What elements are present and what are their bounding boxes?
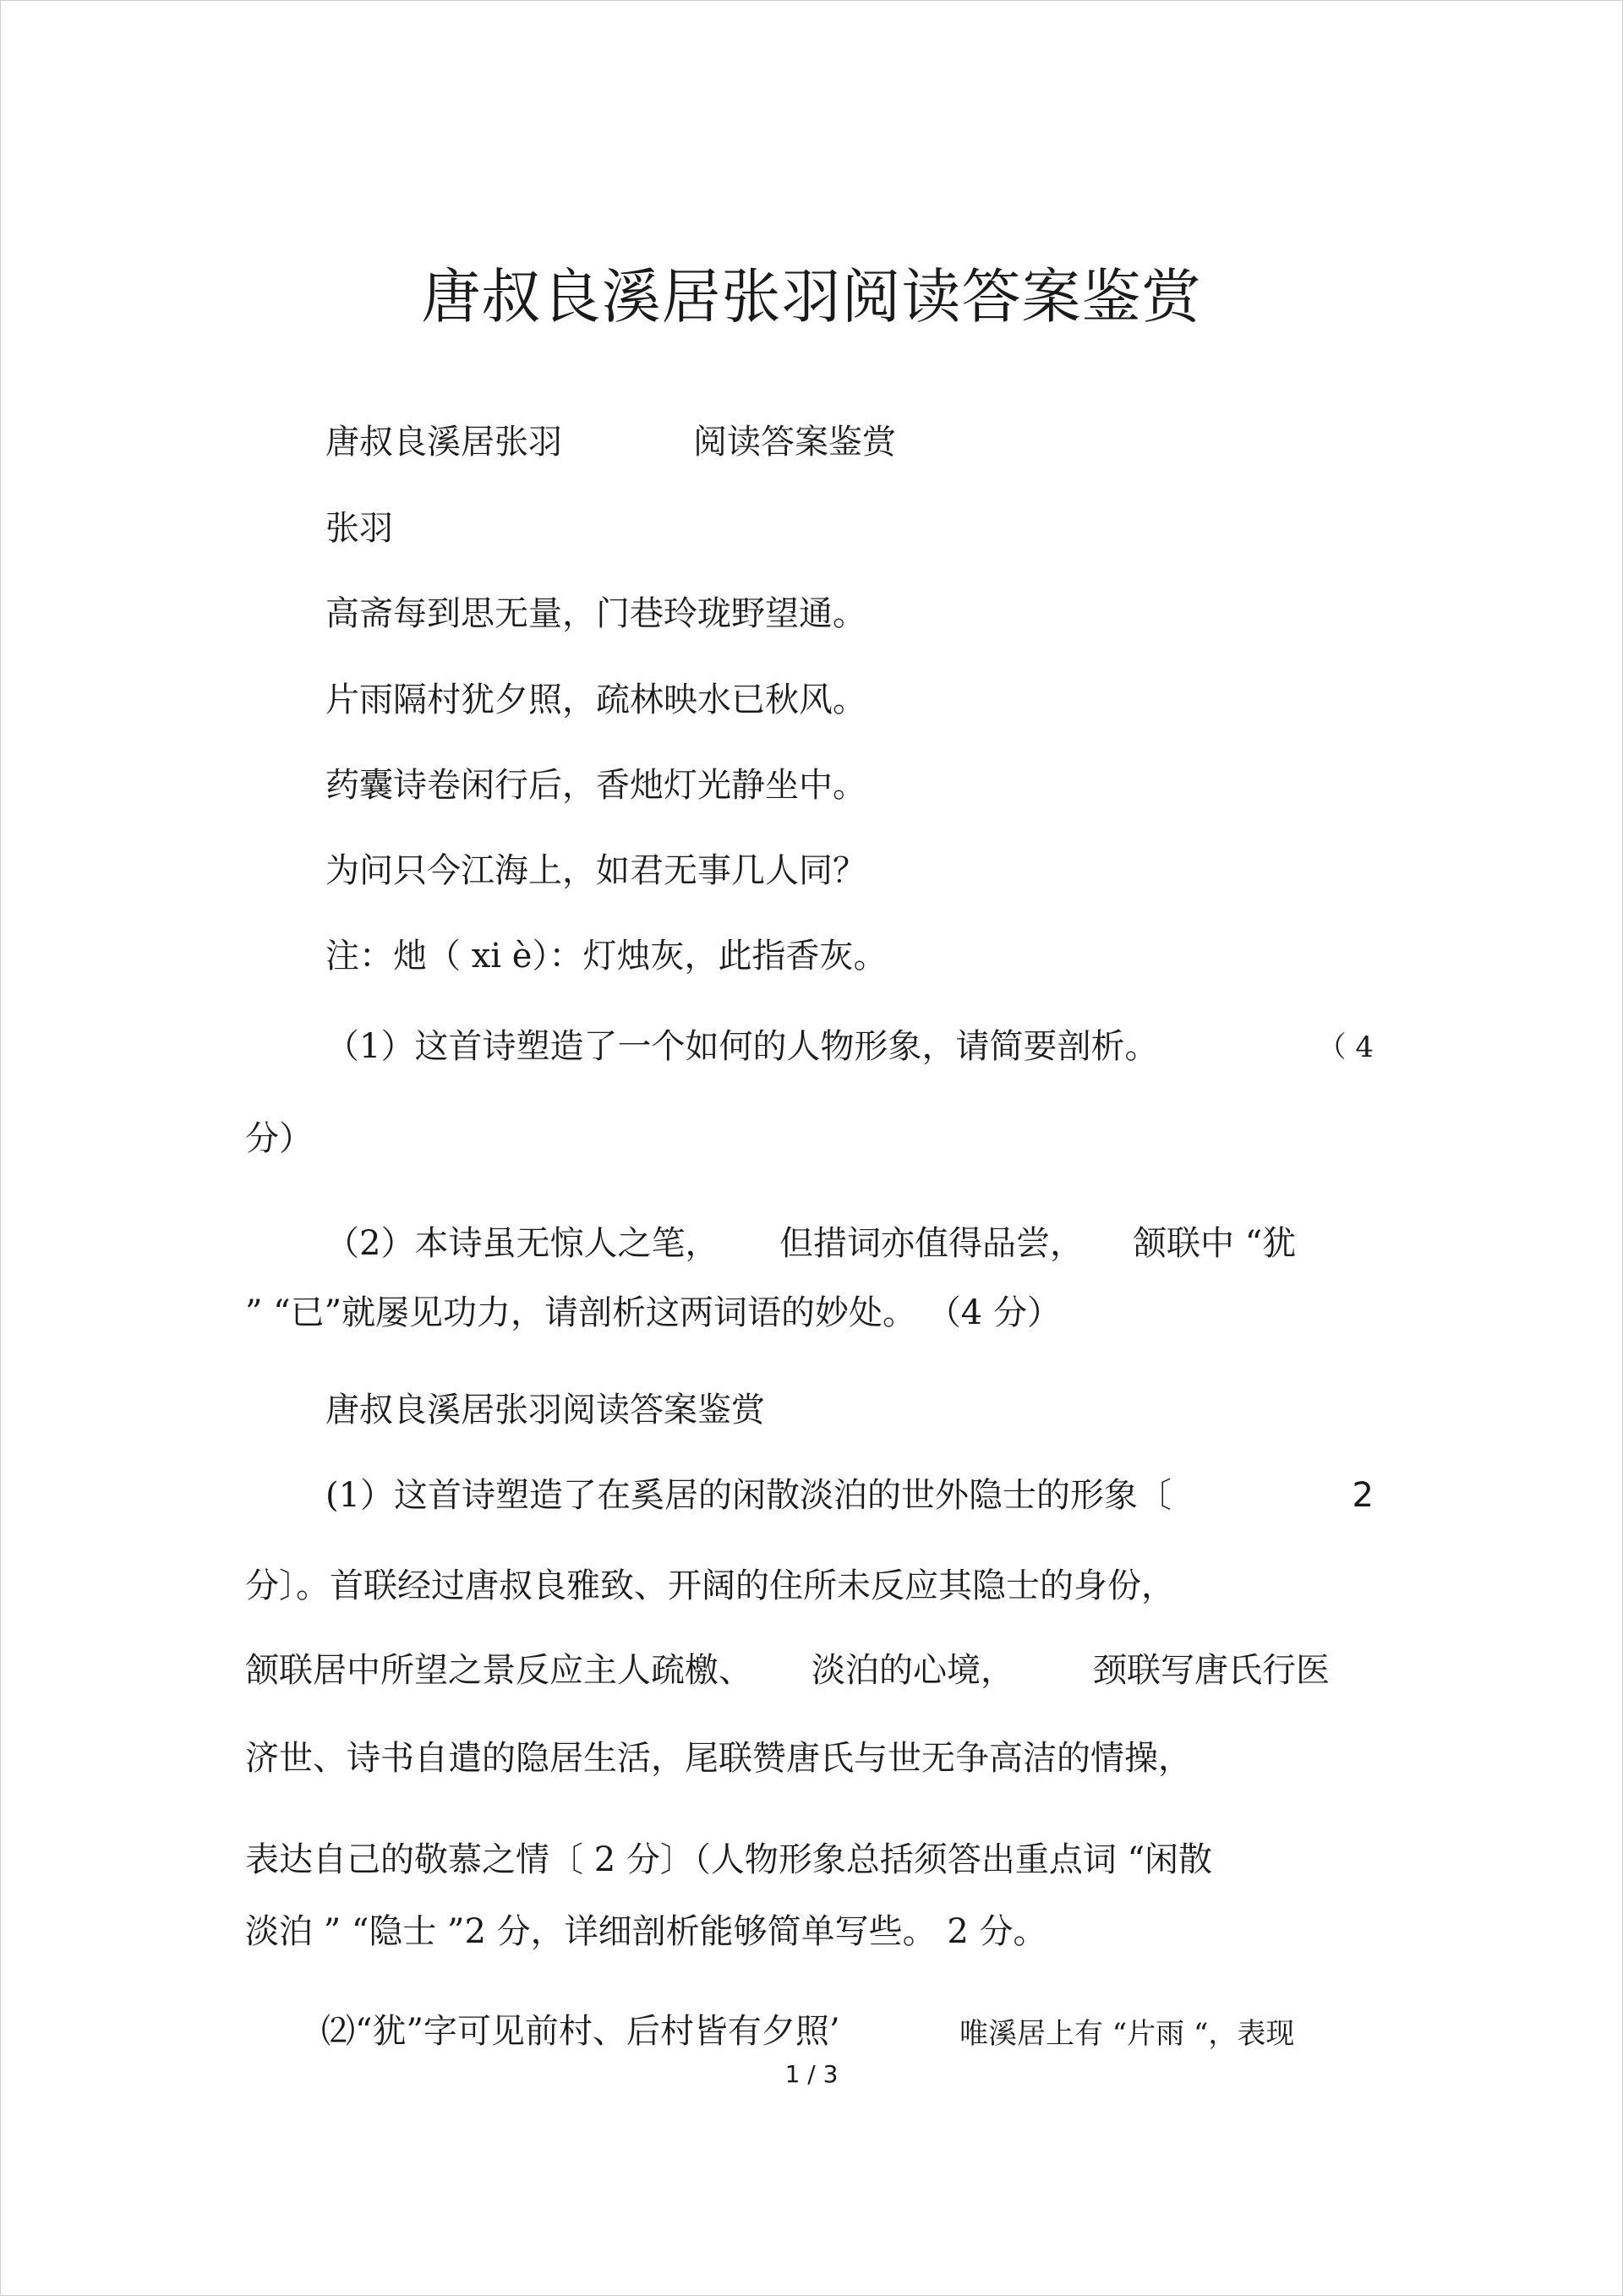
answer-1-line-1: (1）这首诗塑造了在奚居的闲散淡泊的世外隐士的形象〔 [325,1476,1172,1515]
answer-2-line-1a: ⑵“犹”字可见前村、后村皆有夕照’ [321,2012,840,2051]
question-1-score: （ 4 [1317,1030,1374,1064]
question-2-line-2: ” “已”就屡见功力，请剖析这两词语的妙处。 （4 分） [245,1293,1061,1332]
answer-1-score: 2 [1352,1476,1374,1515]
poem-line-4: 为问只今江海上，如君无事几人同？ [325,851,866,890]
question-2-line-1b: 但措词亦值得品尝， [779,1224,1084,1263]
poem-line-2: 片雨隔村犹夕照，疏林映水已秋风。 [325,681,866,719]
question-1-line-1: （1）这首诗塑造了一个如何的人物形象，请简要剖析。 [325,1027,1159,1066]
author: 张羽 [325,509,393,548]
subtitle-left: 唐叔良溪居张羽 [325,423,562,462]
answer-heading: 唐叔良溪居张羽阅读答案鉴赏 [325,1391,765,1430]
poem-line-1: 高斋每到思无量，门巷玲珑野望通。 [325,594,866,633]
poem-line-3: 药囊诗卷闲行后，香灺灯光静坐中。 [325,766,866,805]
answer-1-line-6: 淡泊 ” “隐士 ”2 分，详细剖析能够简单写些。 2 分。 [245,1912,1047,1951]
answer-1-line-4: 济世、诗书自遣的隐居生活，尾联赞唐氏与世无争高洁的情操， [245,1739,1192,1778]
question-2-line-1c: 颔联中 “犹 [1133,1224,1297,1263]
answer-1-line-2: 分〕。首联经过唐叔良雅致、开阔的住所未反应其隐士的身份， [245,1566,1175,1605]
answer-1-line-3c: 颈联写唐氏行医 [1093,1651,1330,1690]
answer-1-line-5: 表达自己的敬慕之情〔 2 分〕（人物形象总括须答出重点词 “闲散 [245,1840,1213,1879]
question-1-line-2: 分） [245,1119,313,1158]
answer-2-line-1b: 唯溪居上有 “片雨 “，表现 [959,2017,1295,2051]
page-title: 唐叔良溪居张羽阅读答案鉴赏 [421,262,1202,331]
question-2-line-1a: （2）本诗虽无惊人之笔， [325,1224,719,1263]
note: 注：灺（ xi è）：灯烛灰，此指香灰。 [325,937,888,976]
answer-1-line-3b: 淡泊的心境， [812,1651,1014,1690]
subtitle-right: 阅读答案鉴赏 [693,423,896,462]
page-number: 1 / 3 [784,2060,839,2088]
answer-1-line-3a: 颔联居中所望之景反应主人疏檄、 [245,1651,752,1690]
